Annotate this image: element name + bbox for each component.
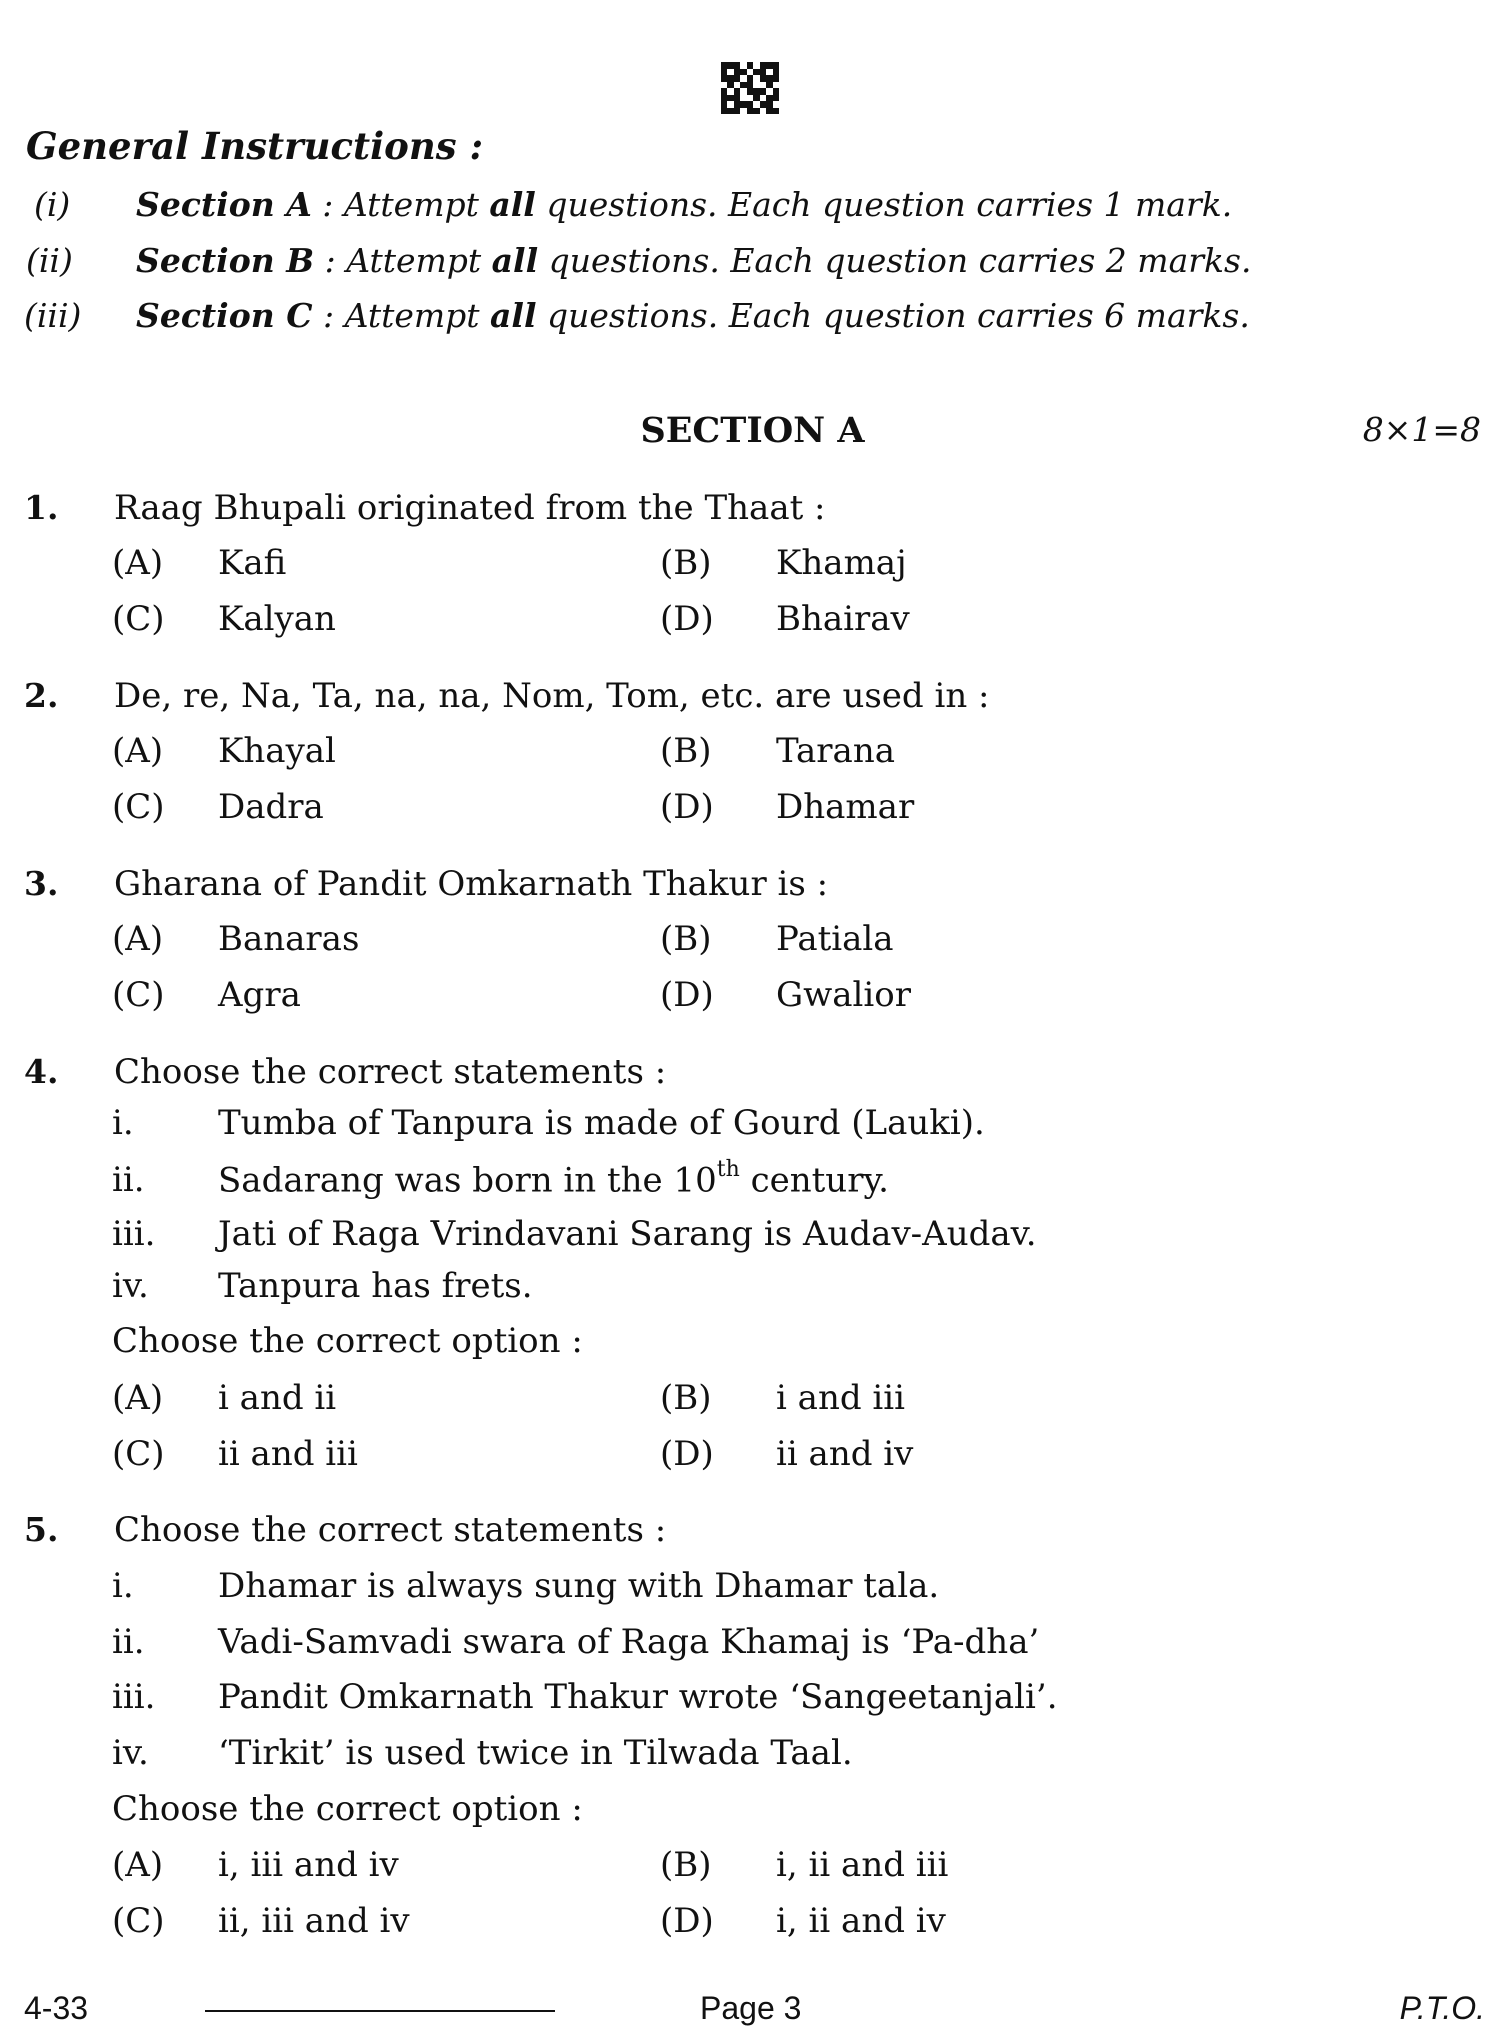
option-text: Patiala (776, 919, 894, 959)
question-number: 5. (24, 1510, 59, 1549)
footer-divider (205, 2010, 555, 2012)
option-label: (A) (112, 731, 164, 771)
option-text: Gwalior (776, 975, 912, 1015)
statement-text-part: Sadarang was born in the 10 (218, 1160, 717, 1201)
option-label: (B) (660, 543, 712, 583)
option-label: (D) (660, 975, 714, 1015)
instruction-text (136, 185, 1232, 224)
statement-number: ii. (112, 1160, 145, 1200)
option-text: Bhairav (776, 599, 910, 639)
instruction-post: questions. Each question carries 2 marks. (538, 241, 1252, 280)
option-text: i, iii and iv (218, 1845, 399, 1885)
option-text: Tarana (776, 731, 895, 771)
instruction-number: (i) (34, 185, 71, 224)
option-text: ii and iii (218, 1434, 358, 1474)
option-text: ii, iii and iv (218, 1901, 410, 1941)
option-label: (D) (660, 599, 714, 639)
option-prompt: Choose the correct option : (112, 1321, 583, 1361)
option-label: (A) (112, 1845, 164, 1885)
option-label: (A) (112, 919, 164, 959)
instruction-section: Section C (136, 296, 313, 335)
page-number: Page 3 (700, 1990, 802, 2026)
option-label: (B) (660, 1845, 712, 1885)
question-text: Gharana of Pandit Omkarnath Thakur is : (114, 864, 829, 904)
option-text: Kalyan (218, 599, 336, 639)
option-text: i and ii (218, 1378, 337, 1418)
please-turn-over: P.T.O. (1399, 1990, 1485, 2026)
question-text: Choose the correct statements : (114, 1052, 667, 1092)
statement-number: iv. (112, 1733, 149, 1773)
statement-text: Tanpura has frets. (218, 1266, 533, 1306)
option-label: (C) (112, 787, 165, 827)
question-number: 2. (24, 676, 59, 715)
statement-number: i. (112, 1566, 134, 1606)
statement-number: ii. (112, 1622, 145, 1662)
qr-code-icon (721, 62, 779, 114)
option-label: (B) (660, 731, 712, 771)
instruction-post: questions. Each question carries 1 mark. (535, 185, 1233, 224)
option-text: Kafi (218, 543, 287, 583)
instruction-text (136, 241, 1251, 280)
instruction-pre: : Attempt (311, 185, 490, 224)
option-text: Khamaj (776, 543, 907, 583)
question-text: Choose the correct statements : (114, 1510, 667, 1550)
statement-number: iii. (112, 1677, 156, 1717)
option-text: Khayal (218, 731, 336, 771)
question-number: 3. (24, 864, 59, 903)
option-text: i, ii and iv (776, 1901, 946, 1941)
statement-text: Jati of Raga Vrindavani Sarang is Audav-Audav. (218, 1214, 1037, 1254)
statement-text-part: century. (739, 1160, 889, 1201)
option-label: (C) (112, 975, 165, 1015)
section-marks: 8×1=8 (1362, 410, 1481, 449)
option-label: (A) (112, 543, 164, 583)
instruction-number: (ii) (26, 241, 73, 280)
statement-text: Tumba of Tanpura is made of Gourd (Lauki). (218, 1103, 985, 1143)
option-text: ii and iv (776, 1434, 914, 1474)
section-title: SECTION A (640, 410, 865, 451)
instruction-section: Section B (136, 241, 315, 280)
instruction-all: all (491, 241, 539, 280)
question-text: De, re, Na, Ta, na, na, Nom, Tom, etc. are used in : (114, 676, 990, 716)
question-number: 1. (24, 488, 59, 527)
statement-text (218, 1157, 889, 1201)
option-label: (D) (660, 787, 714, 827)
statement-text: ‘Tirkit’ is used twice in Tilwada Taal. (218, 1733, 853, 1773)
instruction-pre: : Attempt (314, 241, 492, 280)
instruction-number: (iii) (24, 296, 82, 335)
question-number: 4. (24, 1052, 59, 1091)
option-label: (D) (660, 1434, 714, 1474)
option-label: (C) (112, 599, 165, 639)
option-text: Dhamar (776, 787, 915, 827)
instruction-pre: : Attempt (312, 296, 491, 335)
statement-text: Vadi-Samvadi swara of Raga Khamaj is ‘Pa-dha’ (218, 1622, 1040, 1662)
option-prompt: Choose the correct option : (112, 1789, 583, 1829)
option-label: (A) (112, 1378, 164, 1418)
instruction-all: all (490, 296, 537, 335)
instruction-section: Section A (136, 185, 312, 224)
instruction-text (136, 296, 1250, 335)
option-label: (D) (660, 1901, 714, 1941)
question-text: Raag Bhupali originated from the Thaat : (114, 488, 826, 528)
option-text: Agra (218, 975, 301, 1015)
statement-text: Pandit Omkarnath Thakur wrote ‘Sangeetanjali’. (218, 1677, 1058, 1717)
option-text: i, ii and iii (776, 1845, 949, 1885)
option-label: (C) (112, 1901, 165, 1941)
instruction-post: questions. Each question carries 6 marks. (536, 296, 1250, 335)
statement-text: Dhamar is always sung with Dhamar tala. (218, 1566, 940, 1606)
option-text: Dadra (218, 787, 324, 827)
statement-number: iv. (112, 1266, 149, 1306)
option-label: (B) (660, 919, 712, 959)
paper-code: 4-33 (24, 1990, 89, 2026)
option-text: Banaras (218, 919, 360, 959)
option-text: i and iii (776, 1378, 906, 1418)
statement-number: iii. (112, 1214, 156, 1254)
instruction-all: all (489, 185, 536, 224)
option-label: (C) (112, 1434, 165, 1474)
general-instructions-title: General Instructions : (26, 124, 484, 168)
statement-number: i. (112, 1103, 134, 1143)
superscript: th (716, 1157, 740, 1182)
option-label: (B) (660, 1378, 712, 1418)
